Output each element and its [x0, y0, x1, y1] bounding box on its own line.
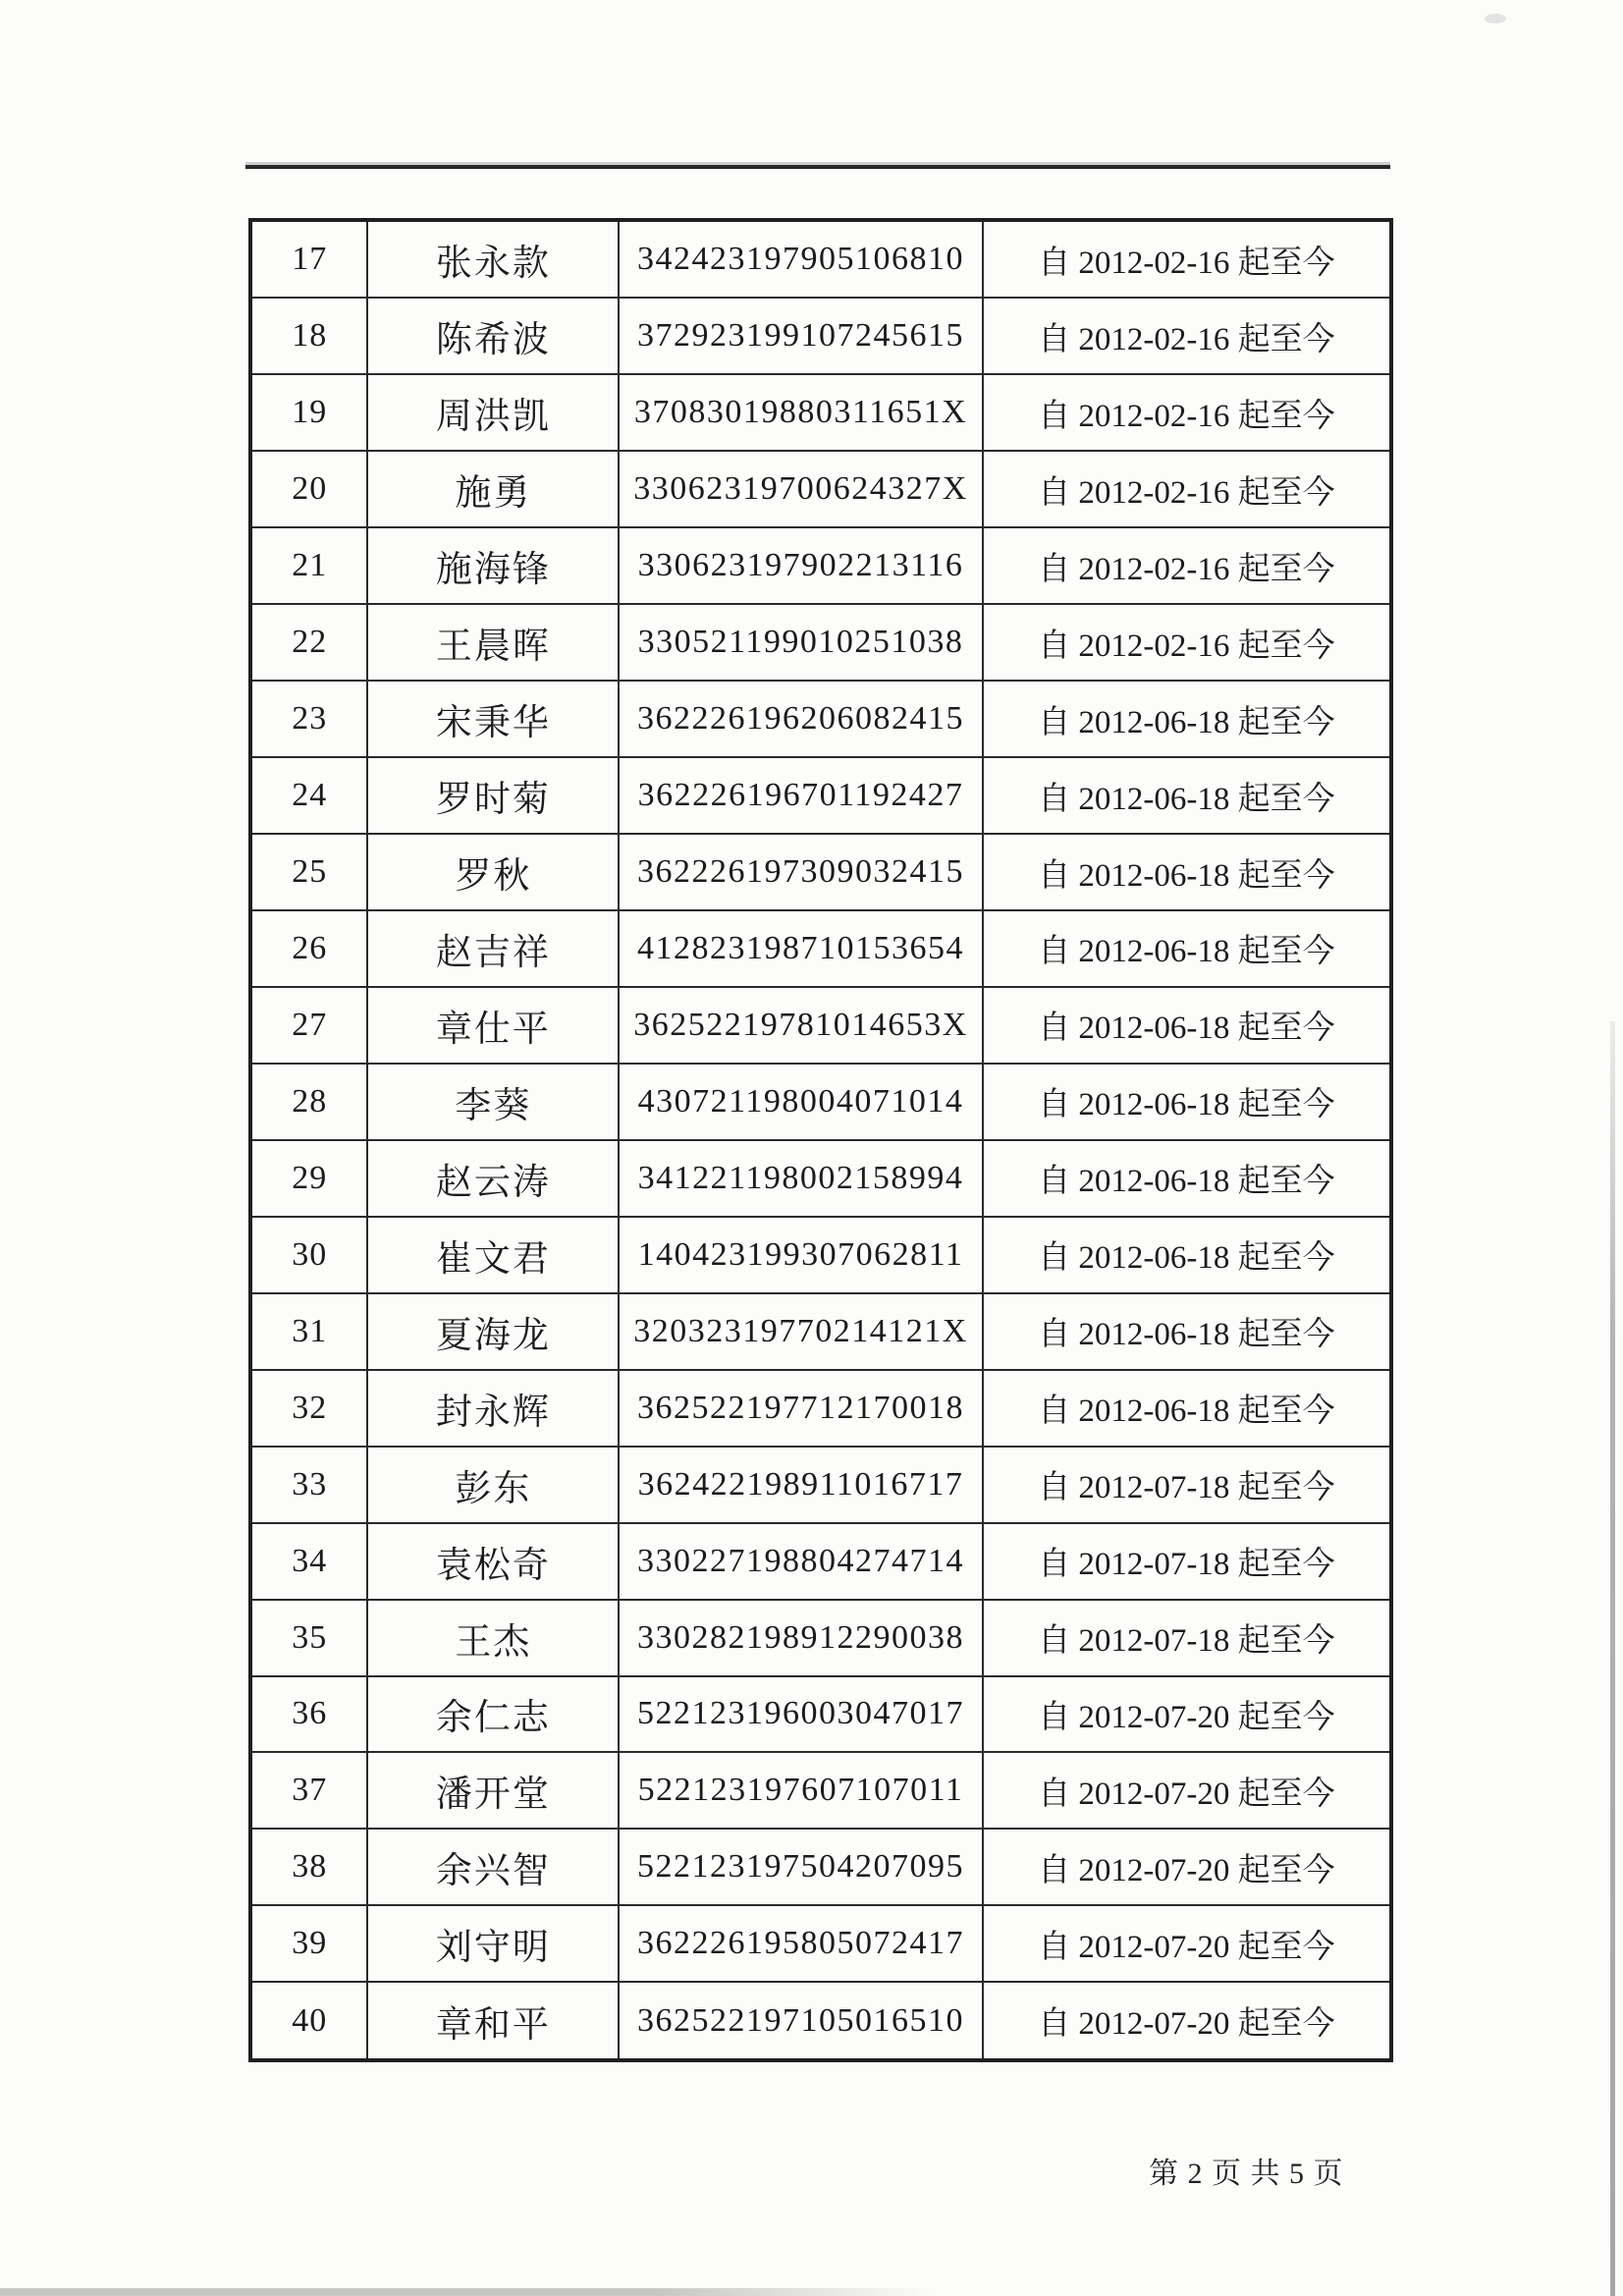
period-cell: 自 2012-07-18 起至今 — [983, 1600, 1391, 1676]
period-cell: 自 2012-07-20 起至今 — [983, 1905, 1391, 1982]
period-cell: 自 2012-02-16 起至今 — [983, 451, 1391, 527]
period-cell: 自 2012-06-18 起至今 — [983, 910, 1391, 987]
row-number-cell: 29 — [250, 1140, 367, 1217]
period-cell: 自 2012-07-18 起至今 — [983, 1523, 1391, 1600]
period-cell: 自 2012-06-18 起至今 — [983, 681, 1391, 757]
row-number-cell: 17 — [250, 220, 367, 298]
period-cell: 自 2012-06-18 起至今 — [983, 1140, 1391, 1217]
id-number-cell: 522123196003047017 — [619, 1676, 982, 1753]
table-row — [250, 757, 1391, 834]
name-cell: 李葵 — [367, 1064, 619, 1140]
records-table-body — [250, 220, 1391, 2060]
period-cell: 自 2012-02-16 起至今 — [983, 220, 1391, 298]
page-number: 第 2 页 共 5 页 — [1149, 2158, 1344, 2190]
table-row — [250, 1064, 1391, 1140]
scan-artifact-bottom-band — [0, 2288, 933, 2296]
id-number-cell: 342423197905106810 — [619, 220, 982, 298]
row-number-cell: 24 — [250, 757, 367, 834]
id-number-cell: 33062319700624327X — [619, 451, 982, 527]
period-cell: 自 2012-02-16 起至今 — [983, 298, 1391, 374]
name-cell: 罗时菊 — [367, 757, 619, 834]
table-row — [250, 451, 1391, 527]
period-cell: 自 2012-06-18 起至今 — [983, 834, 1391, 910]
name-cell: 赵吉祥 — [367, 910, 619, 987]
id-number-cell: 36252219781014653X — [619, 987, 982, 1064]
name-cell: 王杰 — [367, 1600, 619, 1676]
table-row — [250, 604, 1391, 681]
row-number-cell: 26 — [250, 910, 367, 987]
name-cell: 章仕平 — [367, 987, 619, 1064]
table-row — [250, 298, 1391, 374]
name-cell: 王晨晖 — [367, 604, 619, 681]
period-cell: 自 2012-07-18 起至今 — [983, 1447, 1391, 1523]
id-number-cell: 362226196206082415 — [619, 681, 982, 757]
row-number-cell: 18 — [250, 298, 367, 374]
id-number-cell: 341221198002158994 — [619, 1140, 982, 1217]
period-cell: 自 2012-06-18 起至今 — [983, 1293, 1391, 1370]
period-cell: 自 2012-07-20 起至今 — [983, 1829, 1391, 1905]
table-row — [250, 1217, 1391, 1293]
period-cell: 自 2012-06-18 起至今 — [983, 1370, 1391, 1447]
id-number-cell: 330521199010251038 — [619, 604, 982, 681]
name-cell: 袁松奇 — [367, 1523, 619, 1600]
id-number-cell: 362522197712170018 — [619, 1370, 982, 1447]
id-number-cell: 362226197309032415 — [619, 834, 982, 910]
table-row — [250, 910, 1391, 987]
name-cell: 宋秉华 — [367, 681, 619, 757]
row-number-cell: 36 — [250, 1676, 367, 1753]
table-row — [250, 1140, 1391, 1217]
id-number-cell: 330623197902213116 — [619, 527, 982, 604]
records-table — [248, 218, 1393, 2062]
header-divider-rule — [245, 165, 1390, 169]
table-row — [250, 1447, 1391, 1523]
row-number-cell: 30 — [250, 1217, 367, 1293]
table-row — [250, 1523, 1391, 1600]
id-number-cell: 330227198804274714 — [619, 1523, 982, 1600]
scan-artifact-smudge — [1485, 14, 1506, 24]
table-row — [250, 1752, 1391, 1829]
table-row — [250, 834, 1391, 910]
name-cell: 余兴智 — [367, 1829, 619, 1905]
id-number-cell: 430721198004071014 — [619, 1064, 982, 1140]
row-number-cell: 33 — [250, 1447, 367, 1523]
name-cell: 赵云涛 — [367, 1140, 619, 1217]
period-cell: 自 2012-06-18 起至今 — [983, 987, 1391, 1064]
period-cell: 自 2012-02-16 起至今 — [983, 374, 1391, 451]
period-cell: 自 2012-06-18 起至今 — [983, 1217, 1391, 1293]
row-number-cell: 28 — [250, 1064, 367, 1140]
row-number-cell: 21 — [250, 527, 367, 604]
name-cell: 陈希波 — [367, 298, 619, 374]
table-row — [250, 681, 1391, 757]
id-number-cell: 32032319770214121X — [619, 1293, 982, 1370]
name-cell: 余仁志 — [367, 1676, 619, 1753]
period-cell: 自 2012-07-20 起至今 — [983, 1982, 1391, 2060]
id-number-cell: 412823198710153654 — [619, 910, 982, 987]
table-row — [250, 1600, 1391, 1676]
table-row — [250, 987, 1391, 1064]
table-row — [250, 1370, 1391, 1447]
name-cell: 张永款 — [367, 220, 619, 298]
id-number-cell: 362226195805072417 — [619, 1905, 982, 1982]
id-number-cell: 362226196701192427 — [619, 757, 982, 834]
table-row — [250, 1829, 1391, 1905]
table-row — [250, 1293, 1391, 1370]
period-cell: 自 2012-02-16 起至今 — [983, 604, 1391, 681]
table-row — [250, 220, 1391, 298]
row-number-cell: 39 — [250, 1905, 367, 1982]
row-number-cell: 34 — [250, 1523, 367, 1600]
name-cell: 周洪凯 — [367, 374, 619, 451]
name-cell: 夏海龙 — [367, 1293, 619, 1370]
table-row — [250, 1676, 1391, 1753]
row-number-cell: 37 — [250, 1752, 367, 1829]
row-number-cell: 25 — [250, 834, 367, 910]
id-number-cell: 522123197607107011 — [619, 1752, 982, 1829]
scan-artifact-right-edge-line — [1610, 1021, 1615, 2296]
table-row — [250, 1905, 1391, 1982]
id-number-cell: 37083019880311651X — [619, 374, 982, 451]
row-number-cell: 38 — [250, 1829, 367, 1905]
table-row — [250, 1982, 1391, 2060]
id-number-cell: 362522197105016510 — [619, 1982, 982, 2060]
row-number-cell: 32 — [250, 1370, 367, 1447]
name-cell: 施海锋 — [367, 527, 619, 604]
name-cell: 施勇 — [367, 451, 619, 527]
id-number-cell: 522123197504207095 — [619, 1829, 982, 1905]
id-number-cell: 140423199307062811 — [619, 1217, 982, 1293]
name-cell: 封永辉 — [367, 1370, 619, 1447]
id-number-cell: 372923199107245615 — [619, 298, 982, 374]
records-table-container — [248, 218, 1393, 2062]
name-cell: 彭东 — [367, 1447, 619, 1523]
row-number-cell: 35 — [250, 1600, 367, 1676]
name-cell: 罗秋 — [367, 834, 619, 910]
row-number-cell: 22 — [250, 604, 367, 681]
id-number-cell: 362422198911016717 — [619, 1447, 982, 1523]
id-number-cell: 330282198912290038 — [619, 1600, 982, 1676]
period-cell: 自 2012-02-16 起至今 — [983, 527, 1391, 604]
period-cell: 自 2012-07-20 起至今 — [983, 1676, 1391, 1753]
period-cell: 自 2012-06-18 起至今 — [983, 757, 1391, 834]
row-number-cell: 20 — [250, 451, 367, 527]
row-number-cell: 23 — [250, 681, 367, 757]
name-cell: 刘守明 — [367, 1905, 619, 1982]
row-number-cell: 40 — [250, 1982, 367, 2060]
name-cell: 章和平 — [367, 1982, 619, 2060]
row-number-cell: 27 — [250, 987, 367, 1064]
period-cell: 自 2012-06-18 起至今 — [983, 1064, 1391, 1140]
period-cell: 自 2012-07-20 起至今 — [983, 1752, 1391, 1829]
table-row — [250, 374, 1391, 451]
name-cell: 崔文君 — [367, 1217, 619, 1293]
row-number-cell: 19 — [250, 374, 367, 451]
table-row — [250, 527, 1391, 604]
row-number-cell: 31 — [250, 1293, 367, 1370]
name-cell: 潘开堂 — [367, 1752, 619, 1829]
